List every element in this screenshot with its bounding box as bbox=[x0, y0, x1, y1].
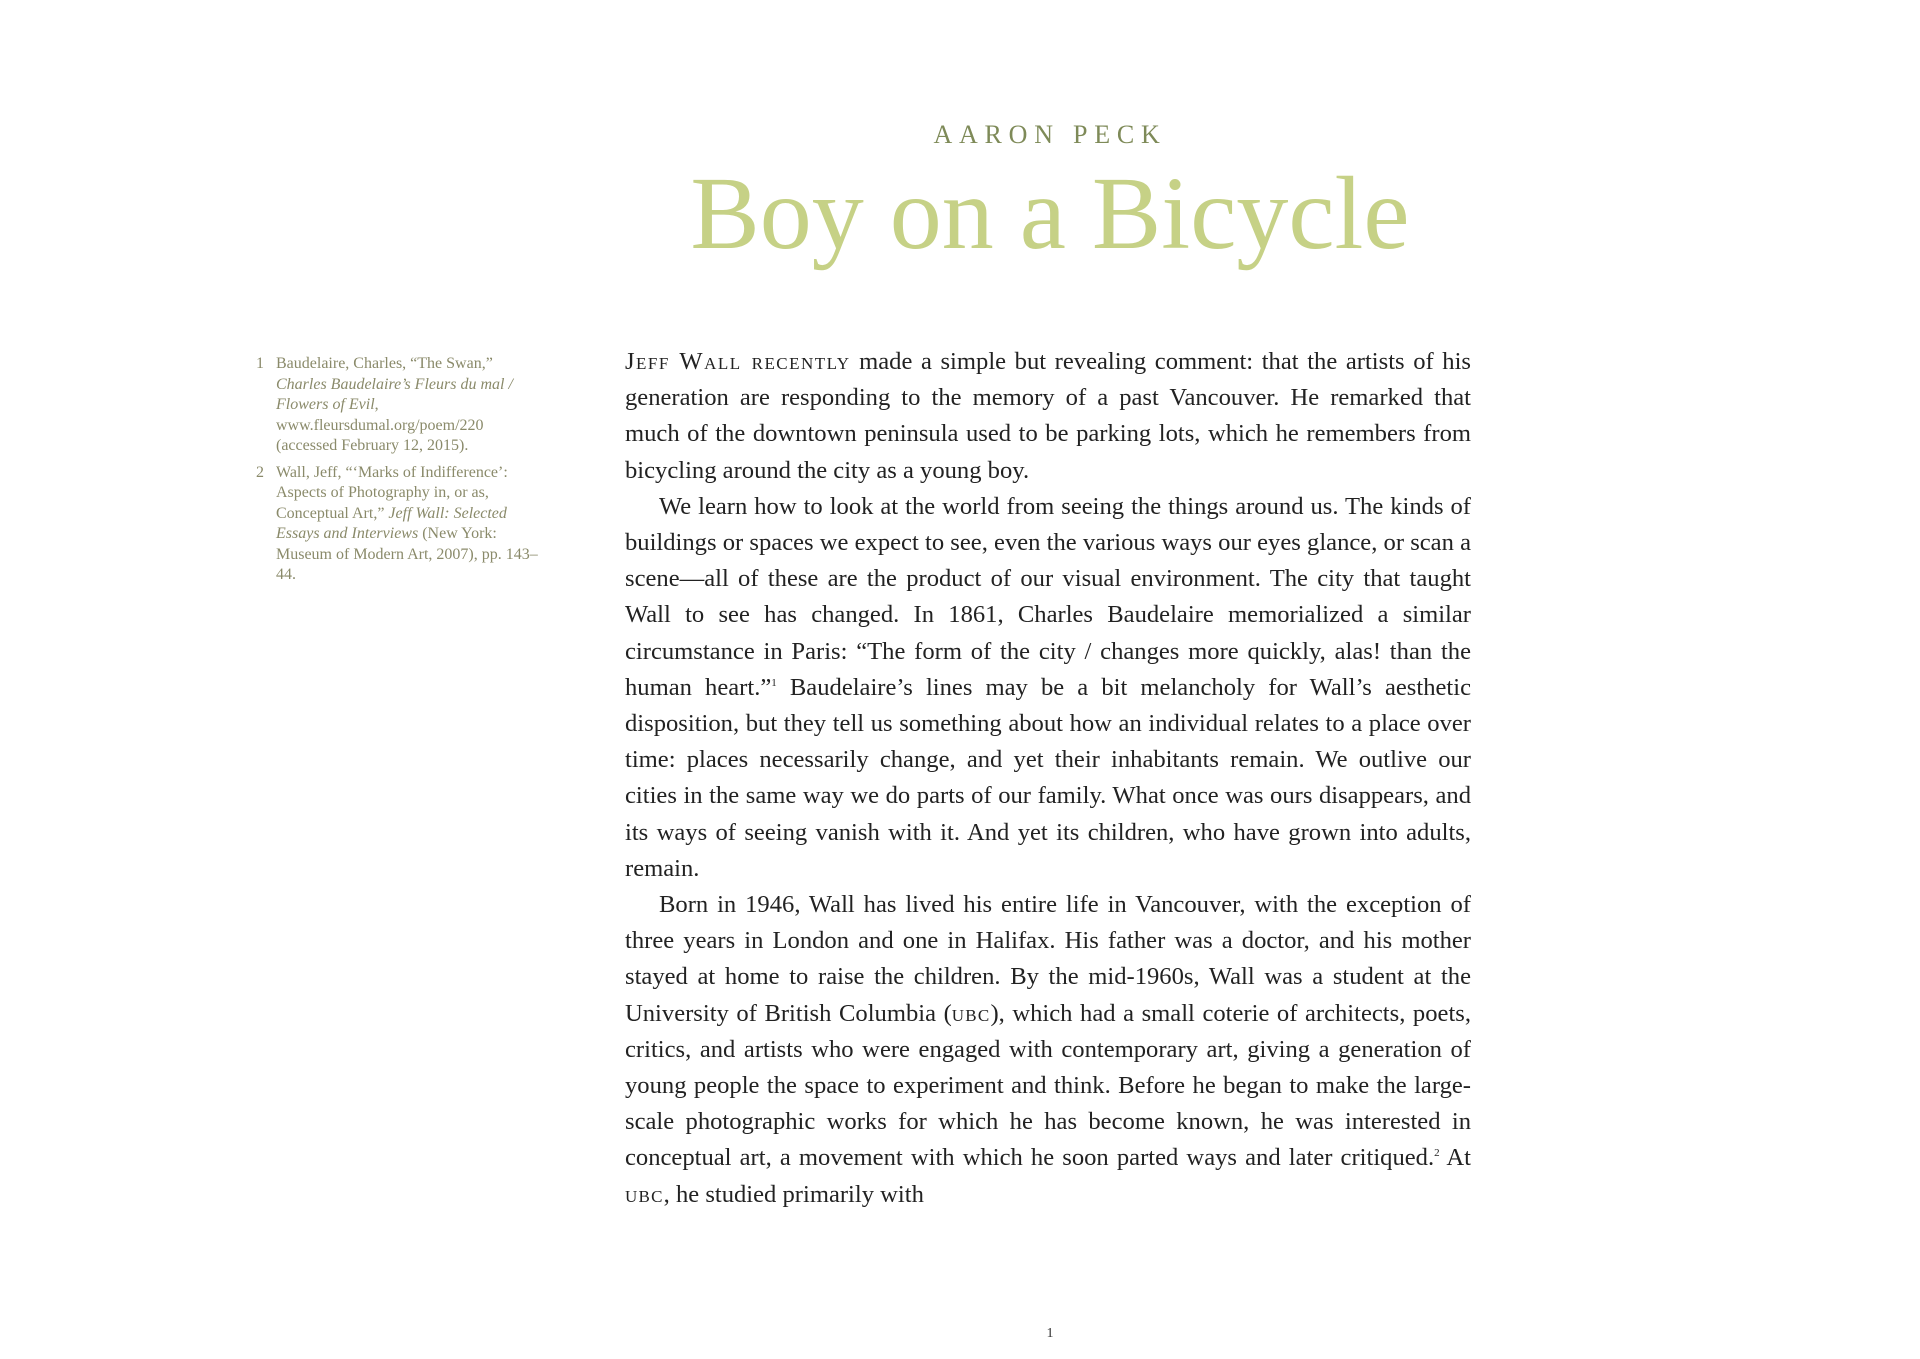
footnote-text: Baudelaire, Charles, “The Swan,” bbox=[276, 355, 493, 372]
abbreviation: ubc bbox=[951, 999, 991, 1027]
article-title: Boy on a Bicycle bbox=[690, 156, 1410, 271]
footnote-italic-title: Charles Baudelaire’s Fleurs du mal / Flowers of Evil bbox=[276, 375, 513, 413]
paragraph-text: Baudelaire’s lines may be a bit melancholy for Wall’s aesthetic disposition, but they tell us something about how an individual relates to a place over time: places necessarily change, and yet their inhabitants remain. We outlive our cities in the same way we do parts of our family. What once was ours disappears, and its ways of seeing vanish with it. And yet its children, who have grown into adults, remain. bbox=[625, 673, 1471, 882]
author-name: AARON PECK bbox=[933, 120, 1167, 149]
lead-in-small-caps: Jeff Wall recently bbox=[625, 348, 851, 375]
footnote bbox=[256, 463, 546, 586]
footnote-number: 2 bbox=[256, 463, 264, 481]
abbreviation: ubc bbox=[625, 1180, 664, 1208]
body-text bbox=[625, 344, 1471, 1213]
footnote-italic-title: Jeff Wall: Selected Essays and Interviews bbox=[276, 504, 507, 542]
paragraph-text: Born in 1946, Wall has lived his entire life in Vancouver, with the exception of three years in London and one in Halifax. His father was a doctor, and his mother stayed at home to raise the children. By the mid-1960s, Wall was a student at the University of British Columbia ( bbox=[625, 891, 1471, 1027]
paragraph-2 bbox=[625, 489, 1471, 887]
footnote-reference: 2 bbox=[1434, 1147, 1440, 1160]
paragraph-text: We learn how to look at the world from seeing the things around us. The kinds of buildings or spaces we expect to see, even the various ways our eyes glance, or scan a scene—all of these are the product of our visual environment. The city that taught Wall to see has changed. In 1861, Charles Baudelaire memorialized a similar circumstance in Paris: “The form of the city / changes more quickly, alas! than the human heart.” bbox=[625, 492, 1471, 701]
paragraph-text: , he studied primarily with bbox=[663, 1180, 924, 1208]
footnote-number: 1 bbox=[256, 355, 264, 372]
page-number: 1 bbox=[1046, 1326, 1054, 1341]
footnote-text-end: , www.fleursdumal.org/poem/220 (accessed February 12, 2015). bbox=[276, 396, 484, 454]
footnote-text-end: (New York: Museum of Modern Art, 2007), pp. 143–44. bbox=[276, 525, 538, 583]
paragraph-text: ), which had a small coterie of architects, poets, critics, and artists who were engaged with contemporary art, giving a generation of young people the space to experiment and think. Before he began to make the large-scale photographic works for which he has become known, he was interested in conceptual art, a movement with which he soon parted ways and later critiqued. bbox=[625, 999, 1471, 1172]
footnote-reference: 1 bbox=[771, 676, 777, 689]
footnote bbox=[256, 354, 546, 457]
paragraph-1 bbox=[625, 344, 1471, 489]
paragraph-3 bbox=[625, 887, 1471, 1213]
footnotes-column bbox=[256, 354, 546, 592]
paragraph-text: made a simple but revealing comment: that the artists of his generation are responding to the memory of a past Vancouver. He remarked that much of the downtown peninsula used to be parking lots, which he remembers from bicycling around the city as a young boy. bbox=[625, 348, 1471, 484]
footnote-text: Wall, Jeff, “‘Marks of Indifference’: Aspects of Photography in, or as, Conceptual Art,” bbox=[276, 463, 508, 522]
paragraph-text: At bbox=[1439, 1144, 1471, 1172]
